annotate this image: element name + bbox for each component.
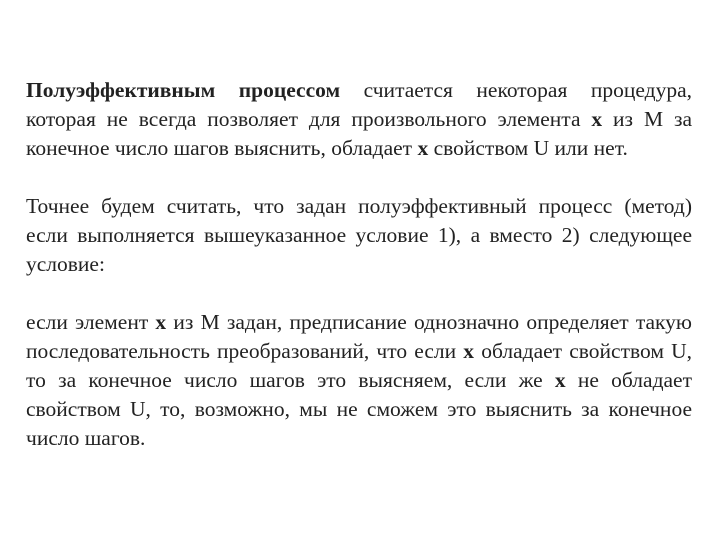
defined-term: Полуэффективным процессом	[26, 78, 341, 102]
condition-text-c: обладает свойством U, то за конечное число шагов это выясняем, если же	[26, 339, 692, 392]
variable-x: x	[554, 368, 566, 392]
variable-x: x	[417, 136, 429, 160]
condition-text-d: не обладает свойством U, то, возможно, мы не сможем это выяснить за конечное число шагов.	[26, 368, 692, 450]
definition-text-b: из M за конечное число шагов выяснить, обладает	[26, 107, 692, 160]
condition-paragraph	[26, 308, 692, 453]
definition-paragraph	[26, 76, 692, 163]
definition-text-c: свойством U или нет.	[428, 136, 628, 160]
condition-text-a: если элемент	[26, 310, 156, 334]
variable-x: x	[463, 339, 475, 363]
variable-x: x	[155, 310, 167, 334]
clarification-paragraph: Точнее будем считать, что задан полуэффективный процесс (метод) если выполняется вышеуказанное условие 1), а вместо 2) следующее условие:	[26, 194, 692, 276]
variable-x: x	[591, 107, 603, 131]
definition-text-a: считается некоторая процедура, которая не всегда позволяет для произвольного элемента	[26, 78, 692, 131]
condition-text-b: из M задан, предписание однозначно определяет такую последовательность преобразований, что если	[26, 310, 692, 363]
